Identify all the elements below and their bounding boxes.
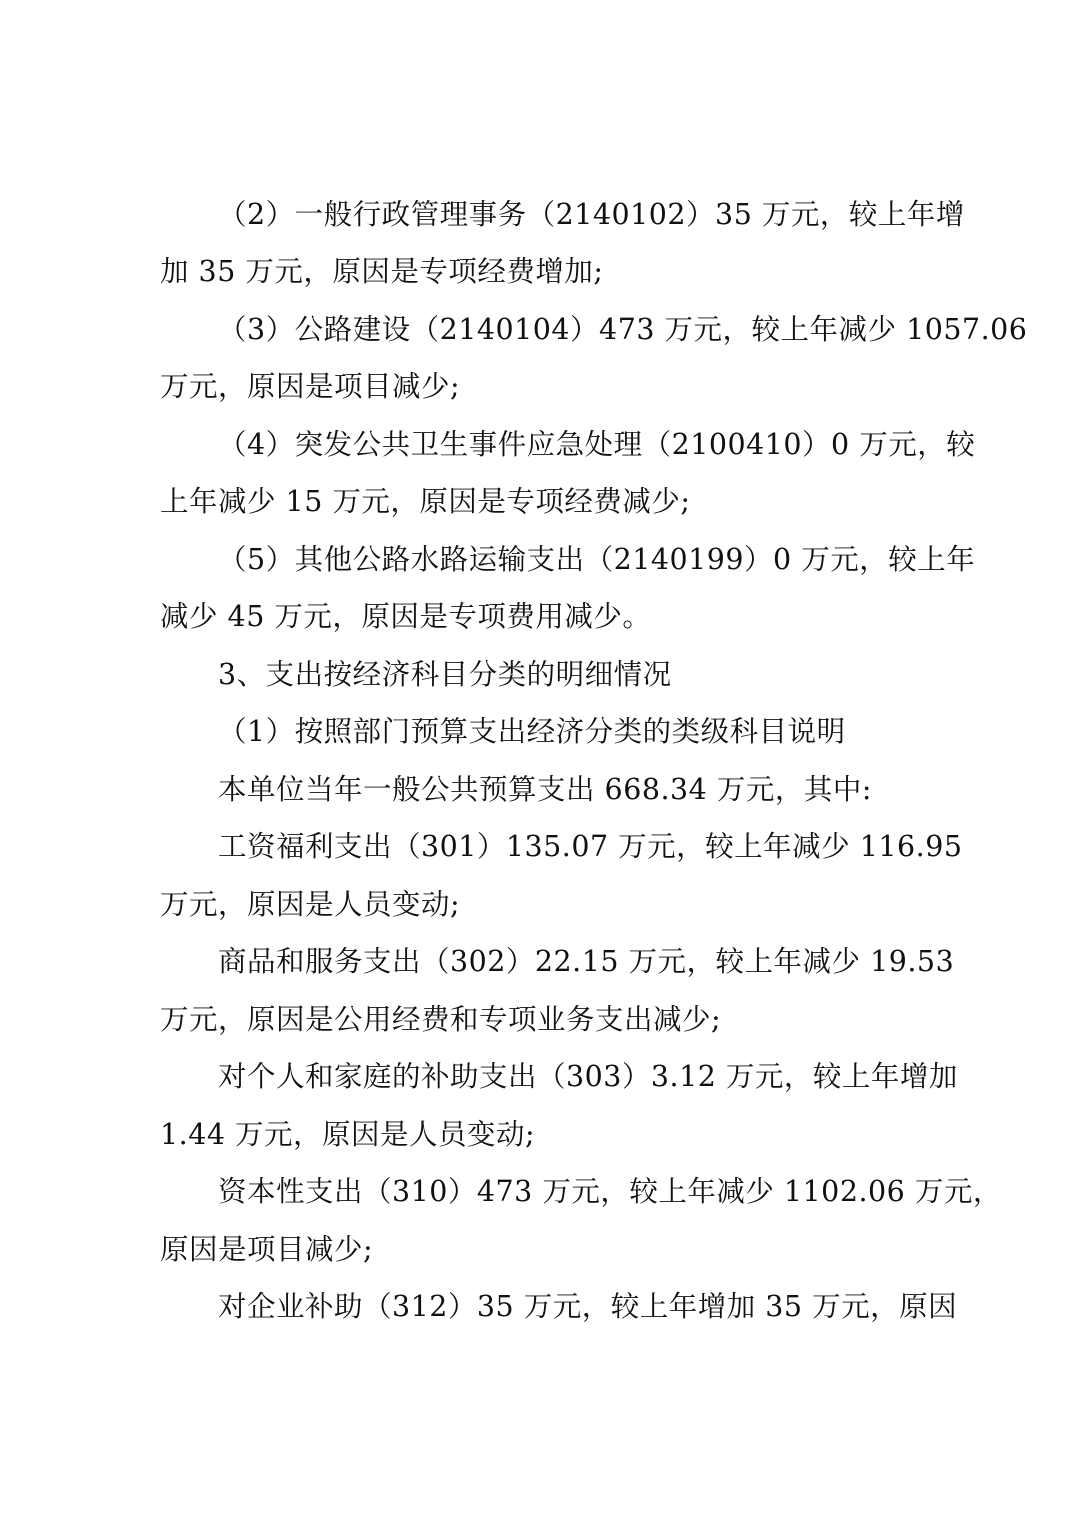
paragraph-line: 上年减少 15 万元，原因是专项经费减少; (160, 485, 691, 518)
section-heading: 3、支出按经济科目分类的明细情况 (218, 658, 672, 691)
paragraph-line: 资本性支出（310）473 万元，较上年减少 1102.06 万元， (218, 1175, 1002, 1208)
paragraph-line: 万元，原因是人员变动; (160, 888, 461, 921)
paragraph-line: 原因是项目减少; (160, 1233, 374, 1266)
paragraph-line: 1.44 万元，原因是人员变动; (160, 1118, 536, 1151)
paragraph-line: （4）突发公共卫生事件应急处理（2100410）0 万元，较 (218, 428, 976, 461)
paragraph-line: （3）公路建设（2140104）473 万元，较上年减少 1057.06 (218, 313, 1028, 346)
paragraph-line: 本单位当年一般公共预算支出 668.34 万元，其中: (218, 773, 872, 806)
paragraph-line: 商品和服务支出（302）22.15 万元，较上年减少 19.53 (218, 945, 955, 978)
paragraph-line: 万元，原因是公用经费和专项业务支出减少; (160, 1003, 722, 1036)
paragraph-line: 加 35 万元，原因是专项经费增加; (160, 255, 604, 288)
subsection-heading: （1）按照部门预算支出经济分类的类级科目说明 (218, 715, 846, 748)
paragraph-line: 对企业补助（312）35 万元，较上年增加 35 万元，原因 (218, 1290, 958, 1323)
paragraph-line: 万元，原因是项目减少; (160, 370, 461, 403)
paragraph-line: 工资福利支出（301）135.07 万元，较上年减少 116.95 (218, 830, 963, 863)
paragraph-line: （5）其他公路水路运输支出（2140199）0 万元，较上年 (218, 543, 976, 576)
paragraph-line: 对个人和家庭的补助支出（303）3.12 万元，较上年增加 (218, 1060, 958, 1093)
paragraph-line: （2）一般行政管理事务（2140102）35 万元，较上年增 (218, 198, 965, 231)
paragraph-line: 减少 45 万元，原因是专项费用减少。 (160, 600, 652, 633)
